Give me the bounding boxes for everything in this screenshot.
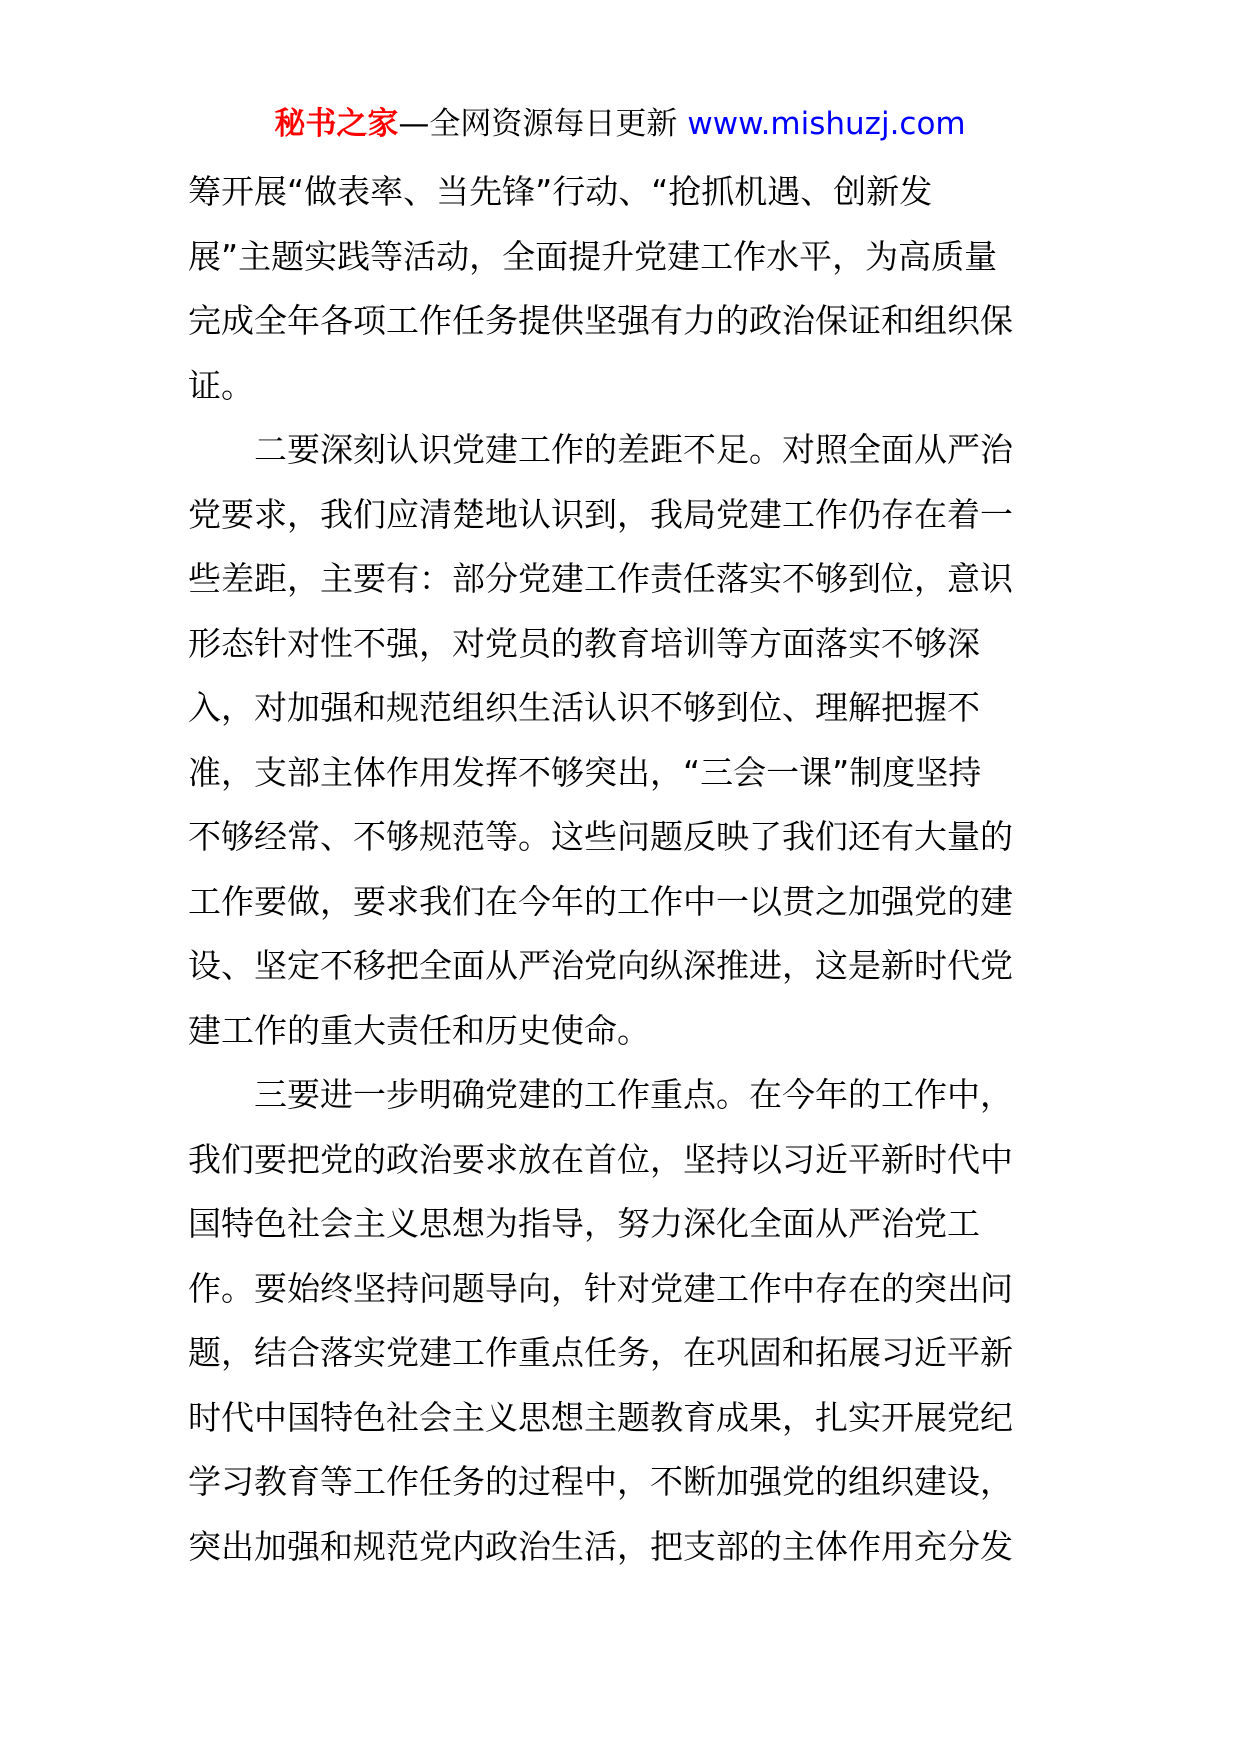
text-line: 完成全年各项工作任务提供坚强有力的政治保证和组织保 [188, 301, 1013, 340]
text-line: 准，支部主体作用发挥不够突出，“三会一课”制度坚持 [188, 752, 982, 792]
text-line: 三要进一步明确党建的工作重点。在今年的工作中， [188, 1075, 1013, 1114]
text-line: 作。要始终坚持问题导向，针对党建工作中存在的突出问 [188, 1268, 1013, 1308]
text-line: 我们要把党的政治要求放在首位，坚持以习近平新时代中 [188, 1139, 1013, 1179]
site-header [0, 98, 1240, 150]
text-line: 题，结合落实党建工作重点任务，在巩固和拓展习近平新 [188, 1333, 1013, 1372]
text-line: 时代中国特色社会主义思想主题教育成果，扎实开展党纪 [188, 1397, 1013, 1437]
document-body [188, 160, 1058, 1579]
text-line: 些差距，主要有：部分党建工作责任落实不够到位，意识 [188, 559, 1013, 598]
site-url-link[interactable]: www.mishuzj.com [687, 106, 966, 142]
text-line: 建工作的重大责任和历史使命。 [188, 1010, 650, 1050]
brand-name: 秘书之家 [274, 106, 399, 142]
text-line: 党要求，我们应清楚地认识到，我局党建工作仍存在着一 [188, 494, 1013, 534]
text-line: 二要深刻认识党建工作的差距不足。对照全面从严治 [188, 430, 1013, 469]
text-line: 形态针对性不强，对党员的教育培训等方面落实不够深 [188, 623, 980, 663]
text-line: 不够经常、不够规范等。这些问题反映了我们还有大量的 [188, 817, 1013, 856]
text-line: 工作要做，要求我们在今年的工作中一以贯之加强党的建 [188, 881, 1013, 921]
text-line: 国特色社会主义思想为指导，努力深化全面从严治党工 [188, 1204, 980, 1243]
text-line: 证。 [188, 365, 254, 405]
text-line: 展”主题实践等活动，全面提升党建工作水平，为高质量 [188, 236, 998, 276]
text-line: 入，对加强和规范组织生活认识不够到位、理解把握不 [188, 688, 980, 727]
text-line: 设、坚定不移把全面从严治党向纵深推进，这是新时代党 [188, 946, 1013, 985]
text-line: 学习教育等工作任务的过程中，不断加强党的组织建设， [188, 1462, 1013, 1501]
text-line: 筹开展“做表率、当先锋”行动、“抢抓机遇、创新发 [188, 172, 933, 211]
header-slogan: —全网资源每日更新 [398, 106, 678, 142]
text-line: 突出加强和规范党内政治生活，把支部的主体作用充分发 [188, 1526, 1013, 1566]
